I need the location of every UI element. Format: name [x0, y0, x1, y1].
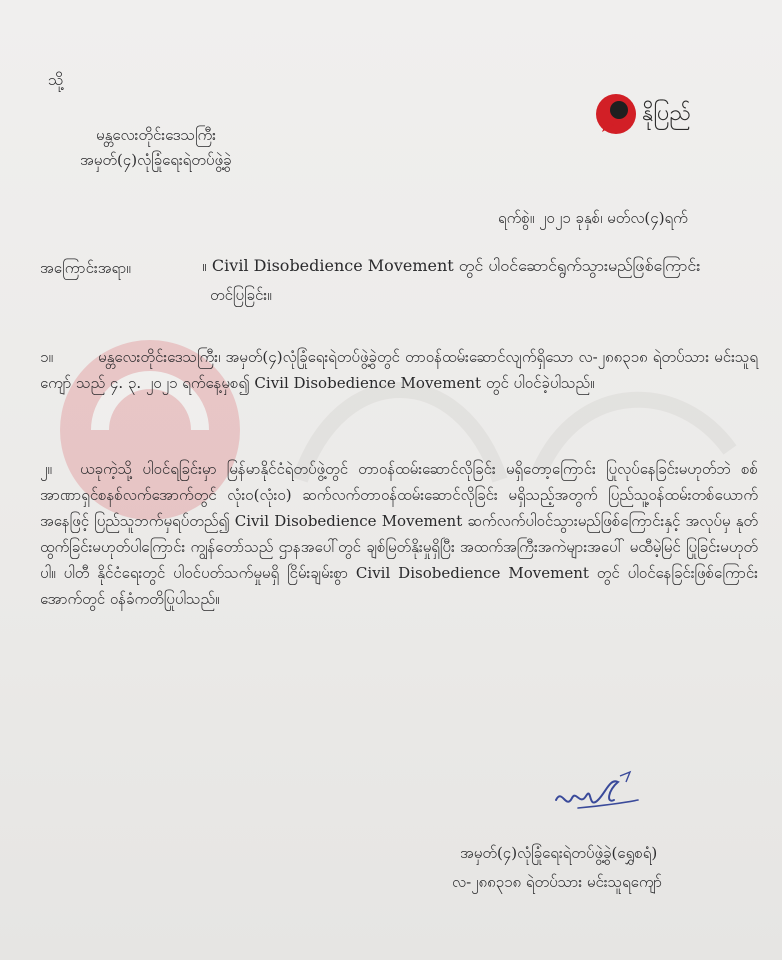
signatory-unit: အမှတ်(၄)လုံခြုံရေးရဲတပ်ဖွဲ့ခွဲ(ရွှေစရံ) — [460, 844, 658, 862]
addressee-label: သို့ — [48, 70, 64, 89]
paragraph-2-text: ယခုကဲ့သို့ ပါဝင်ရခြင်းမှာ မြန်မာနိုင်ငံရဲတပ်ဖွဲ့တွင် တာဝန်ထမ်းဆောင်လိုခြင်း မရှိတော့ကြောင်း ပြုလုပ်နေခြင်းမဟုတ်ဘဲ စစ်အာဏာရှင်စနစ်လက်အောက်တွင် လုံး၀(လုံး၀) ဆက်လက်တာဝန်ထမ်းဆောင်လိုခြင်း မရှိသည့်အတွက် ပြည်သူ့ဝန်ထမ်းတစ်ယောက်အနေဖြင့် ပြည်သူဘက်မှရပ်တည်၍ Civil Disobedience Movement ဆက်လက်ပါဝင်သွားမည်ဖြစ်ကြောင်းနှင့် အလုပ်မှ နုတ်ထွက်ခြင်းမဟုတ်ပါကြောင်း ကျွန်တော်သည် ဌာနအပေါ်တွင် ချစ်မြတ်နိုးမှုရှိပြီး အထက်အကြီးအကဲများအပေါ် မထီမဲ့မြင် ပြုခြင်းမဟုတ်ပါ။ ပါတီ နိုင်ငံရေးတွင် ပါဝင်ပတ်သက်မှုမရှိ ငြိမ်းချမ်းစွာ Civil Disobedience Movement တွင် ပါဝင်နေခြင်းဖြစ်ကြောင်း အောက်တွင် ဝန်ခံကတိပြုပါသည်။ — [40, 460, 758, 608]
subject-line-1: ။ Civil Disobedience Movement တွင် ပါဝင်ဆောင်ရွက်သွားမည်ဖြစ်ကြောင်း — [202, 256, 701, 275]
subject-label: အကြောင်းအရာ။ — [40, 259, 131, 277]
paragraph-2-number: ၂။ — [40, 460, 52, 478]
signatory-name: လ-၂၈၈၃၁၈ ရဲတပ်သား မင်းသူရကျော် — [452, 873, 663, 891]
subject-line-2: တင်ပြခြင်း။ — [210, 286, 272, 304]
logo-wordmark: နိုပြည် — [642, 100, 691, 126]
paragraph-1-number: ၁။ — [40, 348, 53, 366]
recipient-line-2: အမှတ်(၄)လုံခြုံရေးရဲတပ်ဖွဲ့ခွဲ — [80, 151, 232, 169]
paragraph-1 — [40, 344, 758, 396]
paragraph-2 — [40, 456, 758, 612]
recipient-line-1: မန္တလေးတိုင်းဒေသကြီး — [96, 126, 216, 144]
letter-date: ရက်စွဲ။ ၂၀၂၁ ခုနှစ်၊ မတ်လ(၄)ရက် — [498, 209, 688, 227]
paragraph-1-text: မန္တလေးတိုင်းဒေသကြီး၊ အမှတ်(၄)လုံခြုံရေးရဲတပ်ဖွဲ့ခွဲတွင် တာဝန်ထမ်းဆောင်လျက်ရှိသော လ-၂၈၈၃၁၈ ရဲတပ်သား မင်းသူရကျော် သည် ၄. ၃. ၂၀၂၁ ရက်နေ့မှစ၍ Civil Disobedience Movement တွင် ပါဝင်ခဲ့ပါသည်။ — [40, 348, 758, 392]
speech-bubble-icon — [594, 92, 638, 136]
publisher-logo — [594, 92, 691, 136]
handwritten-signature — [548, 770, 644, 820]
